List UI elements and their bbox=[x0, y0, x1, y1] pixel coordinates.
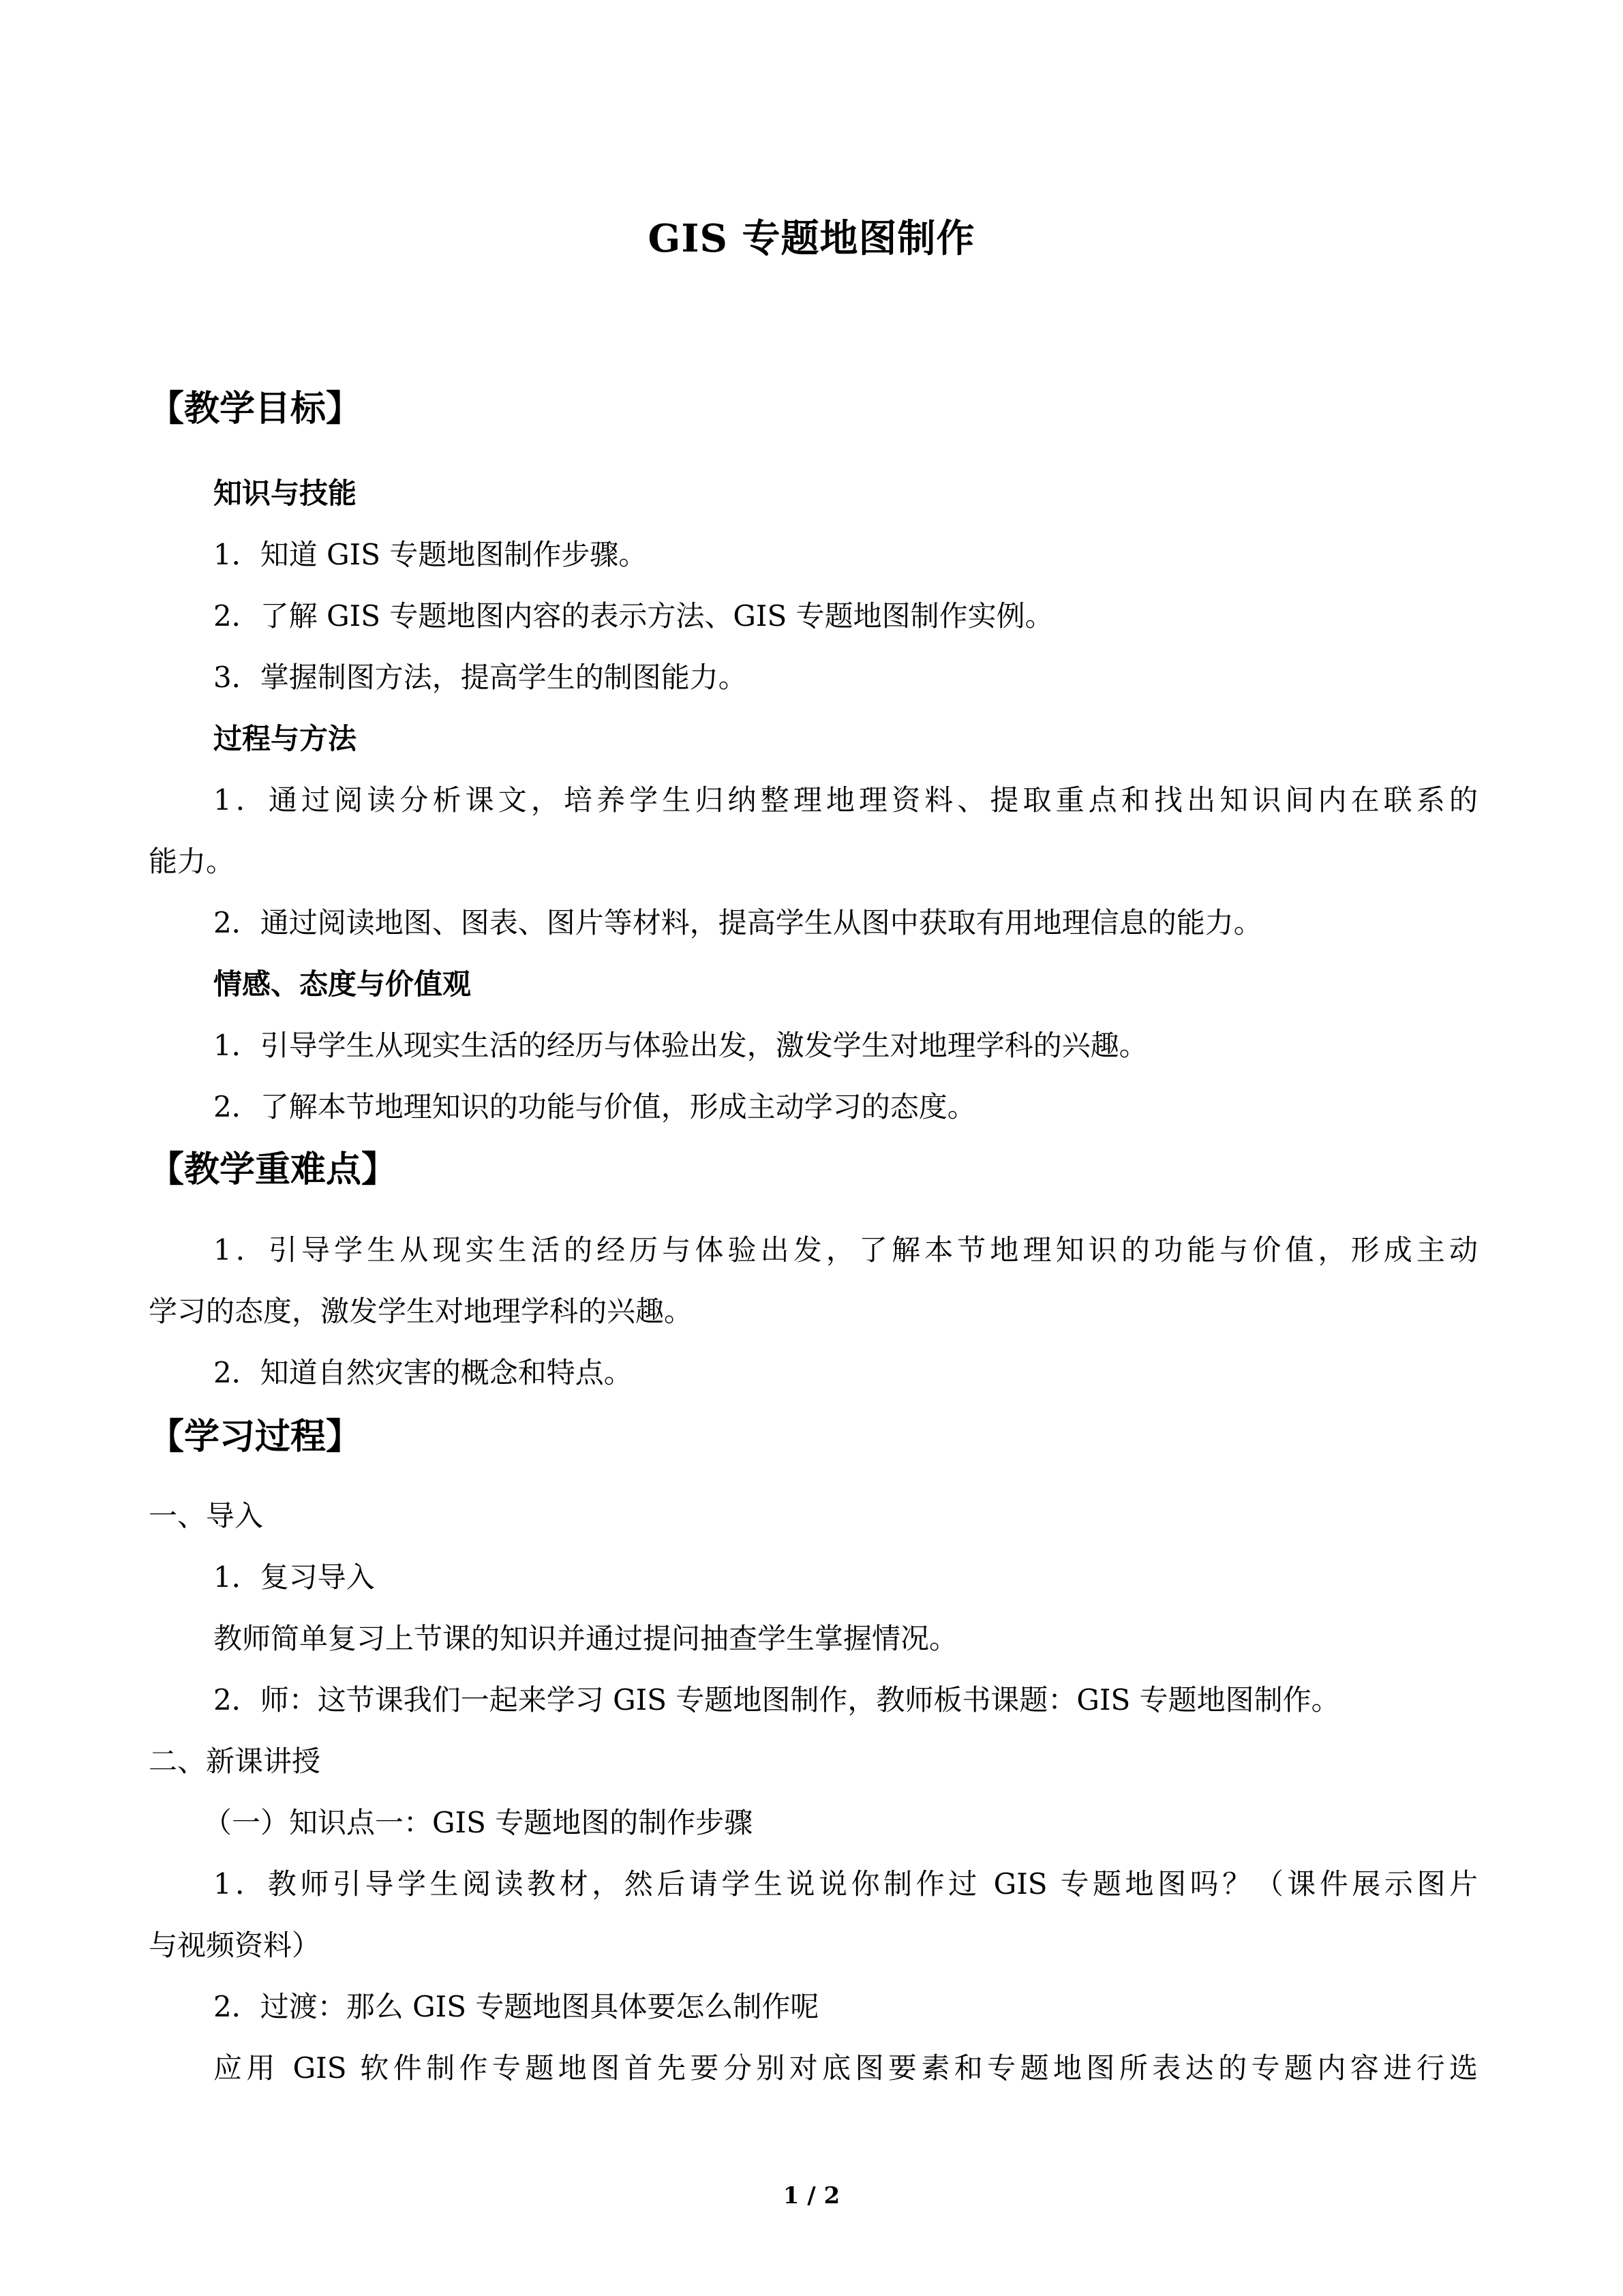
document-title: GIS 专题地图制作 bbox=[648, 216, 975, 261]
paragraph-line: 2．了解本节地理知识的功能与价值，形成主动学习的态度。 bbox=[213, 1090, 976, 1123]
paragraph-line: 1．引导学生从现实生活的经历与体验出发，了解本节地理知识的功能与价值，形成主动 bbox=[213, 1233, 1478, 1267]
section-heading-learning-process: 【学习过程】 bbox=[149, 1417, 362, 1457]
section-heading-key-points: 【教学重难点】 bbox=[149, 1149, 397, 1190]
paragraph-line: 与视频资料） bbox=[149, 1929, 321, 1962]
outline-heading-new-lesson: 二、新课讲授 bbox=[149, 1744, 321, 1778]
paragraph-line: 能力。 bbox=[149, 845, 235, 878]
paragraph-line: 学习的态度，激发学生对地理学科的兴趣。 bbox=[149, 1295, 693, 1328]
section-heading-objectives: 【教学目标】 bbox=[149, 389, 362, 429]
paragraph-line: （一）知识点一：GIS 专题地图的制作步骤 bbox=[203, 1806, 753, 1839]
paragraph-line: 2．知道自然灾害的概念和特点。 bbox=[213, 1356, 633, 1389]
paragraph-line: 3．掌握制图方法，提高学生的制图能力。 bbox=[213, 661, 747, 694]
subheading-process-method: 过程与方法 bbox=[213, 722, 357, 755]
subheading-knowledge: 知识与技能 bbox=[213, 477, 357, 510]
paragraph-line: 2．通过阅读地图、图表、图片等材料，提高学生从图中获取有用地理信息的能力。 bbox=[213, 906, 1262, 939]
paragraph-line: 1．引导学生从现实生活的经历与体验出发，激发学生对地理学科的兴趣。 bbox=[213, 1029, 1148, 1062]
paragraph-line: 1．教师引导学生阅读教材，然后请学生说说你制作过 GIS 专题地图吗？（课件展示图片 bbox=[213, 1867, 1478, 1901]
paragraph-line: 1．通过阅读分析课文，培养学生归纳整理地理资料、提取重点和找出知识间内在联系的 bbox=[213, 783, 1478, 817]
outline-heading-intro: 一、导入 bbox=[149, 1499, 264, 1532]
paragraph-line: 2．过渡：那么 GIS 专题地图具体要怎么制作呢 bbox=[213, 1990, 819, 2023]
page-number: 1 / 2 bbox=[783, 2182, 840, 2209]
paragraph-line: 2．了解 GIS 专题地图内容的表示方法、GIS 专题地图制作实例。 bbox=[213, 599, 1054, 633]
paragraph-line: 1．复习导入 bbox=[213, 1560, 375, 1594]
subheading-attitude: 情感、态度与价值观 bbox=[213, 967, 472, 1001]
paragraph-line: 1．知道 GIS 专题地图制作步骤。 bbox=[213, 538, 648, 571]
paragraph-line: 2．师：这节课我们一起来学习 GIS 专题地图制作，教师板书课题：GIS 专题地图制作。 bbox=[213, 1683, 1340, 1717]
paragraph-line: 教师简单复习上节课的知识并通过提问抽查学生掌握情况。 bbox=[213, 1622, 958, 1655]
paragraph-line: 应用 GIS 软件制作专题地图首先要分别对底图要素和专题地图所表达的专题内容进行选 bbox=[213, 2051, 1478, 2085]
